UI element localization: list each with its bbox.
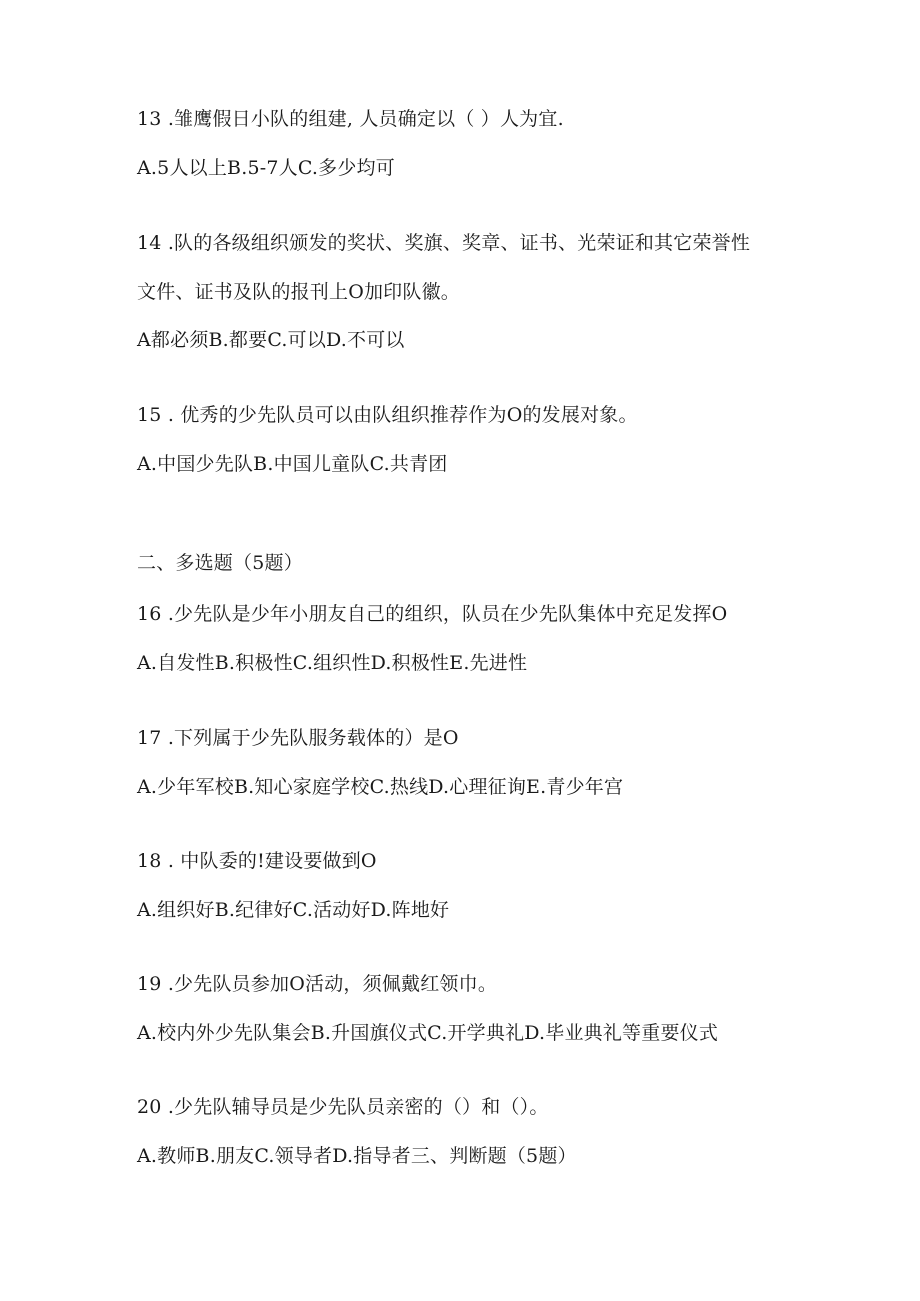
question-15: 15 . 优秀的少先队员可以由队组织推荐作为O的发展对象。 [137,404,638,426]
options-19: A.校内外少先队集会B.升国旗仪式C.开学典礼D.毕业典礼等重要仪式 [137,1022,719,1044]
options-20: A.教师B.朋友C.领导者D.指导者三、判断题（5题） [137,1145,577,1167]
question-14-line1: 14 .队的各级组织颁发的奖状、奖旗、奖章、证书、光荣证和其它荣誉性 [137,232,751,254]
question-17: 17 .下列属于少先队服务载体的）是O [137,727,459,749]
options-16: A.自发性B.积极性C.组织性D.积极性E.先进性 [137,652,528,674]
question-20: 20 .少先队辅导员是少先队员亲密的（）和（）。 [137,1096,549,1118]
options-18: A.组织好B.纪律好C.活动好D.阵地好 [137,899,450,921]
section-heading-multi: 二、多选题（5题） [137,552,303,574]
question-14-line2: 文件、证书及队的报刊上O加印队徽。 [137,281,460,303]
question-18: 18 . 中队委的!建设要做到O [137,850,377,872]
question-19: 19 .少先队员参加O活动，须佩戴红领巾。 [137,973,498,995]
options-14: A都必须B.都要C.可以D.不可以 [137,329,405,351]
question-16: 16 .少先队是少年小朋友自己的组织，队员在少先队集体中充足发挥O [137,603,728,625]
question-13: 13 .雏鹰假日小队的组建, 人员确定以（ ）人为宜. [137,108,564,130]
options-15: A.中国少先队B.中国儿童队C.共青团 [137,453,448,475]
options-17: A.少年军校B.知心家庭学校C.热线D.心理征询E.青少年宫 [137,776,624,798]
options-13: A.5人以上B.5-7人C.多少均可 [137,157,395,179]
